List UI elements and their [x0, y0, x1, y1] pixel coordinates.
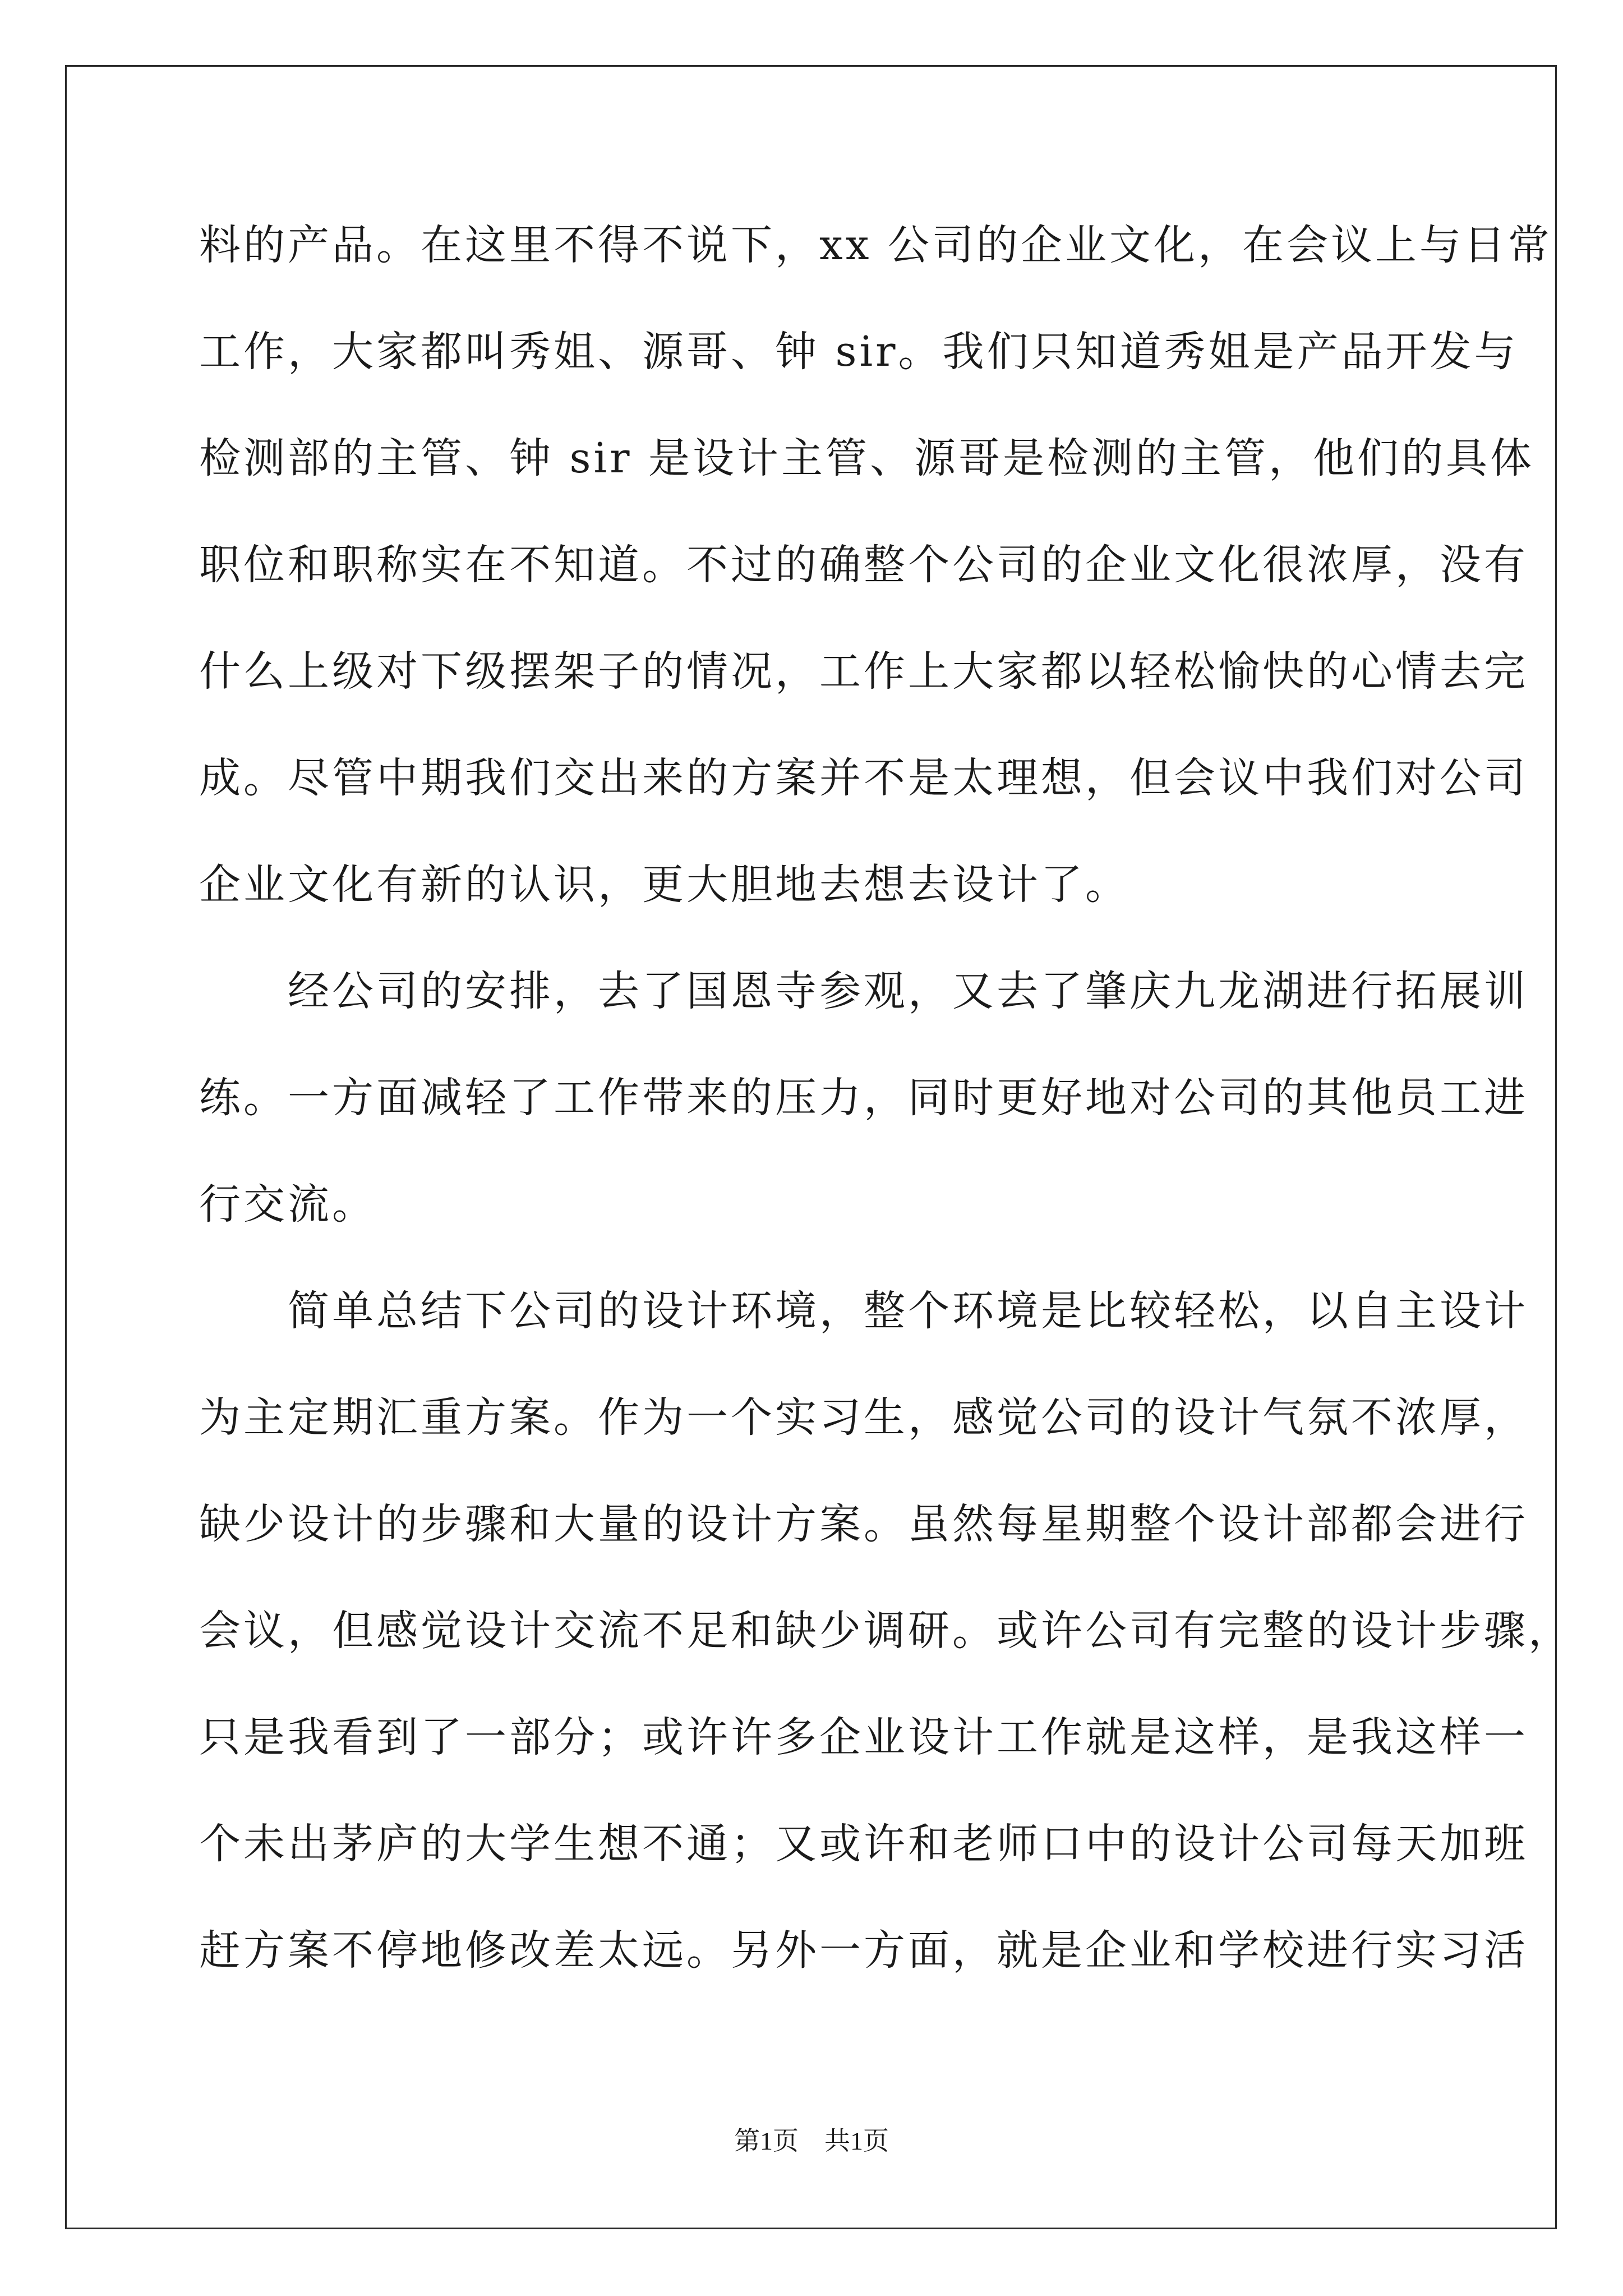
body-line-10: 行交流。	[199, 1180, 376, 1228]
body-line-9: 练。一方面减轻了工作带来的压力，同时更好地对公司的其他员工进	[199, 1074, 1528, 1122]
body-line-2: 工作，大家都叫秀姐、源哥、钟 sir。我们只知道秀姐是产品开发与	[199, 328, 1519, 376]
body-line-14: 会议，但感觉设计交流不足和缺少调研。或许公司有完整的设计步骤，	[199, 1607, 1573, 1655]
body-line-8: 经公司的安排，去了国恩寺参观，又去了肇庆九龙湖进行拓展训	[199, 967, 1528, 1015]
body-line-4: 职位和职称实在不知道。不过的确整个公司的企业文化很浓厚，没有	[199, 541, 1528, 589]
body-line-3: 检测部的主管、钟 sir 是设计主管、源哥是检测的主管，他们的具体	[199, 434, 1535, 482]
body-line-13: 缺少设计的步骤和大量的设计方案。虽然每星期整个设计部都会进行	[199, 1500, 1528, 1548]
body-line-15: 只是我看到了一部分；或许许多企业设计工作就是这样，是我这样一	[199, 1713, 1528, 1761]
body-line-1: 料的产品。在这里不得不说下，xx 公司的企业文化，在会议上与日常	[199, 221, 1552, 269]
page-number-footer: 第1页 共1页	[734, 2127, 889, 2155]
body-line-11: 简单总结下公司的设计环境，整个环境是比较轻松，以自主设计	[199, 1287, 1528, 1335]
body-line-12: 为主定期汇重方案。作为一个实习生，感觉公司的设计气氛不浓厚，	[199, 1393, 1528, 1442]
body-line-17: 赶方案不停地修改差太远。另外一方面，就是企业和学校进行实习活	[199, 1926, 1528, 1975]
body-line-6: 成。尽管中期我们交出来的方案并不是太理想，但会议中我们对公司	[199, 754, 1528, 802]
body-line-7: 企业文化有新的认识，更大胆地去想去设计了。	[199, 861, 1129, 909]
page-border	[65, 65, 1573, 2229]
body-line-5: 什么上级对下级摆架子的情况，工作上大家都以轻松愉快的心情去完	[199, 647, 1528, 696]
body-line-16: 个未出茅庐的大学生想不通；又或许和老师口中的设计公司每天加班	[199, 1820, 1528, 1868]
